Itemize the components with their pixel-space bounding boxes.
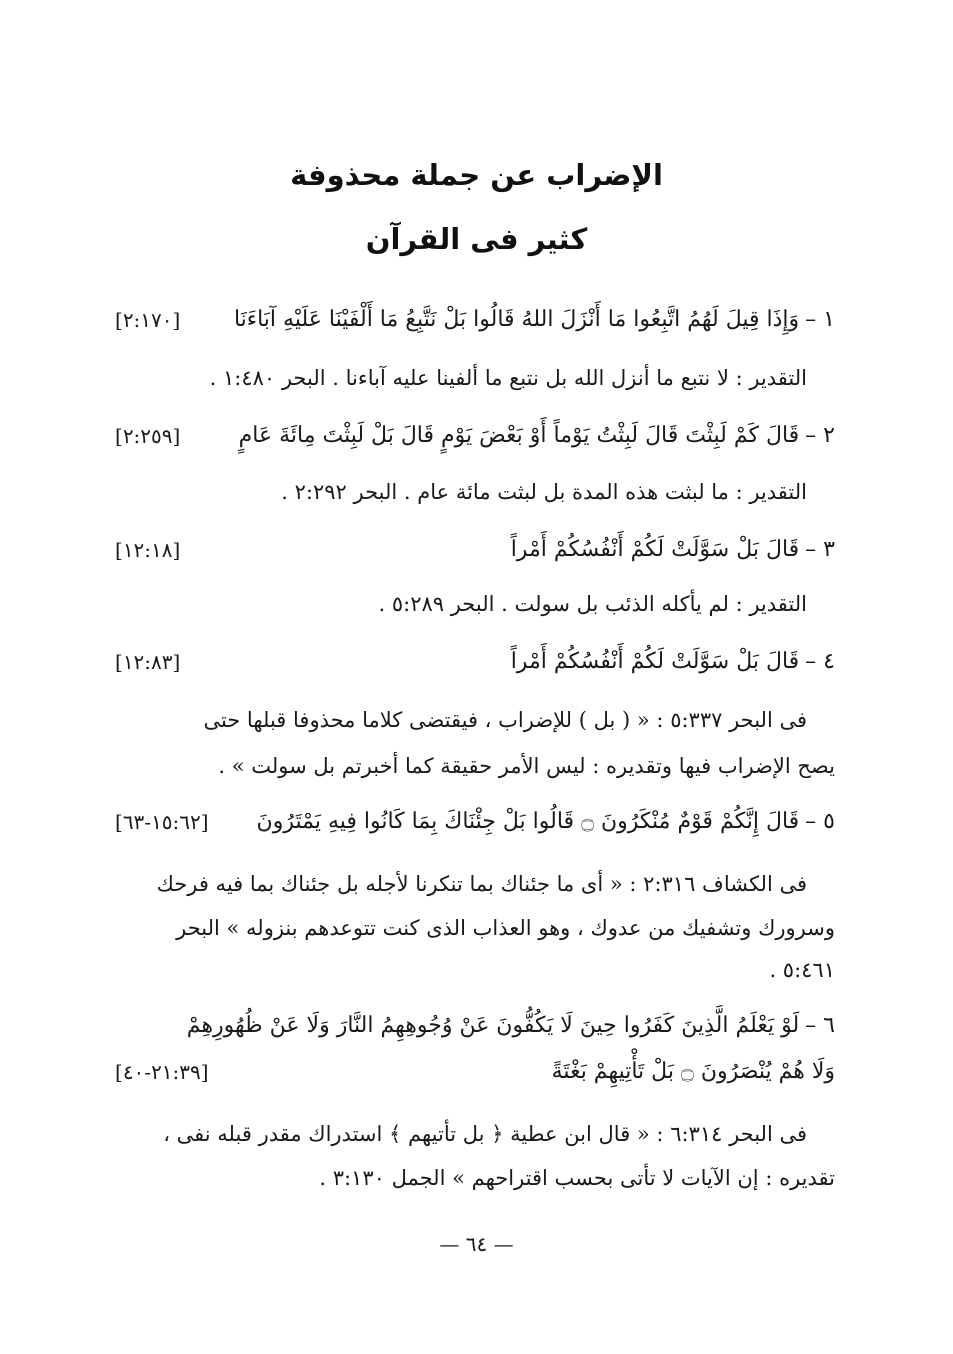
- item-2-note-line: [115, 470, 835, 514]
- item-5-note-2: وسرورك وتشفيك من عدوك ، وهو العذاب الذى كنت تتوعدهم بنزوله » البحر: [176, 916, 835, 940]
- page-subtitle: كثير فى القرآن: [365, 222, 588, 256]
- item-1-verse: وَإِذَا قِيلَ لَهُمُ اتَّبِعُوا مَا أَنْزَلَ اللهُ قَالُوا بَلْ نَتَّبِعُ مَا أَلْفَيْنَا عَلَيْهِ آبَاءَنَا: [233, 307, 800, 332]
- item-1-number: ١ –: [805, 307, 835, 332]
- item-1-note-line: [115, 356, 835, 400]
- item-5-verse-line: [115, 800, 835, 844]
- item-6-note-1: فى البحر ٦:٣١٤ : « قال ابن عطية ﴿ بل تأتيهم ﴾ استدراك مقدر قبله نفى ،: [163, 1122, 807, 1146]
- item-3-reference: [١٢:١٨]: [115, 538, 181, 562]
- item-1-verse-line: [115, 298, 835, 342]
- item-2-reference: [٢:٢٥٩]: [115, 424, 181, 448]
- item-4-note-2: يصح الإضراب فيها وتقديره : ليس الأمر حقيقة كما أخبرتم بل سولت » .: [218, 754, 835, 778]
- item-3-verse-line: [115, 528, 835, 572]
- item-5-note-line-3: [115, 948, 835, 992]
- item-6-verse-1: لَوْ يَعْلَمُ الَّذِينَ كَفَرُوا حِينَ لَا يَكُفُّونَ عَنْ وُجُوهِهِمُ النَّارَ وَلَا عَنْ ظُهُورِهِمْ: [186, 1013, 800, 1038]
- item-2-note: التقدير : ما لبثت هذه المدة بل لبثت مائة عام . البحر ٢:٢٩٢ .: [281, 480, 807, 504]
- item-4-verse: قَالَ بَلْ سَوَّلَتْ لَكُمْ أَنْفُسُكُمْ أَمْراً: [510, 649, 800, 674]
- item-3-note-line: [115, 582, 835, 626]
- item-6-reference: [٢١:٣٩-٤٠]: [115, 1060, 209, 1084]
- item-5-note-line-1: [115, 862, 835, 906]
- item-5-verse: قَالَ إِنَّكُمْ قَوْمٌ مُنْكَرُونَ ۝ قَالُوا بَلْ جِئْنَاكَ بِمَا كَانُوا فِيهِ يَمْتَرُونَ: [256, 809, 800, 834]
- item-6-note-line-2: [115, 1156, 835, 1200]
- item-3-number: ٣ –: [805, 537, 835, 562]
- item-5-note-line-2: [115, 906, 835, 950]
- item-1-reference: [٢:١٧٠]: [115, 308, 181, 332]
- item-4-reference: [١٢:٨٣]: [115, 650, 181, 674]
- item-6-verse-2: وَلَا هُمْ يُنْصَرُونَ ۝ بَلْ تَأْتِيهِمْ بَغْتَةً: [551, 1059, 835, 1084]
- item-4-number: ٤ –: [805, 649, 835, 674]
- item-2-number: ٢ –: [805, 423, 835, 448]
- item-2-verse: قَالَ كَمْ لَبِثْتَ قَالَ لَبِثْتُ يَوْماً أَوْ بَعْضَ يَوْمٍ قَالَ بَلْ لَبِثْتَ مِائَةَ عَامٍ: [238, 423, 800, 448]
- item-4-note-1: فى البحر ٥:٣٣٧ : « ( بل ) للإضراب ، فيقتضى كلاما محذوفا قبلها حتى: [203, 708, 807, 732]
- item-3-verse: قَالَ بَلْ سَوَّلَتْ لَكُمْ أَنْفُسُكُمْ أَمْراً: [510, 537, 800, 562]
- page-title: الإضراب عن جملة محذوفة: [290, 158, 663, 192]
- item-5-note-1: فى الكشاف ٢:٣١٦ : « أى ما جئناك بما تنكرنا لأجله بل جئناك بما فيه فرحك: [156, 872, 807, 896]
- item-6-note-2: تقديره : إن الآيات لا تأتى بحسب اقتراحهم » الجمل ٣:١٣٠ .: [319, 1166, 835, 1190]
- item-1-note: التقدير : لا نتبع ما أنزل الله بل نتبع ما ألفينا عليه آباءنا . البحر ١:٤٨٠ .: [209, 366, 807, 390]
- item-6-number: ٦ –: [805, 1013, 835, 1038]
- item-6-verse-line-1: [115, 1004, 835, 1048]
- item-5-note-3: ٥:٤٦١ .: [769, 958, 835, 982]
- item-6-note-line-1: [115, 1112, 835, 1156]
- item-5-number: ٥ –: [805, 809, 835, 834]
- item-4-note-line-2: [115, 744, 835, 788]
- item-3-note: التقدير : لم يأكله الذئب بل سولت . البحر ٥:٢٨٩ .: [378, 592, 807, 616]
- item-4-note-line-1: [115, 698, 835, 742]
- item-2-verse-line: [115, 414, 835, 458]
- item-5-reference: [١٥:٦٢-٦٣]: [115, 810, 209, 834]
- page-number: — ٦٤ —: [439, 1232, 514, 1256]
- item-4-verse-line: [115, 640, 835, 684]
- item-6-verse-line-2: [115, 1050, 835, 1094]
